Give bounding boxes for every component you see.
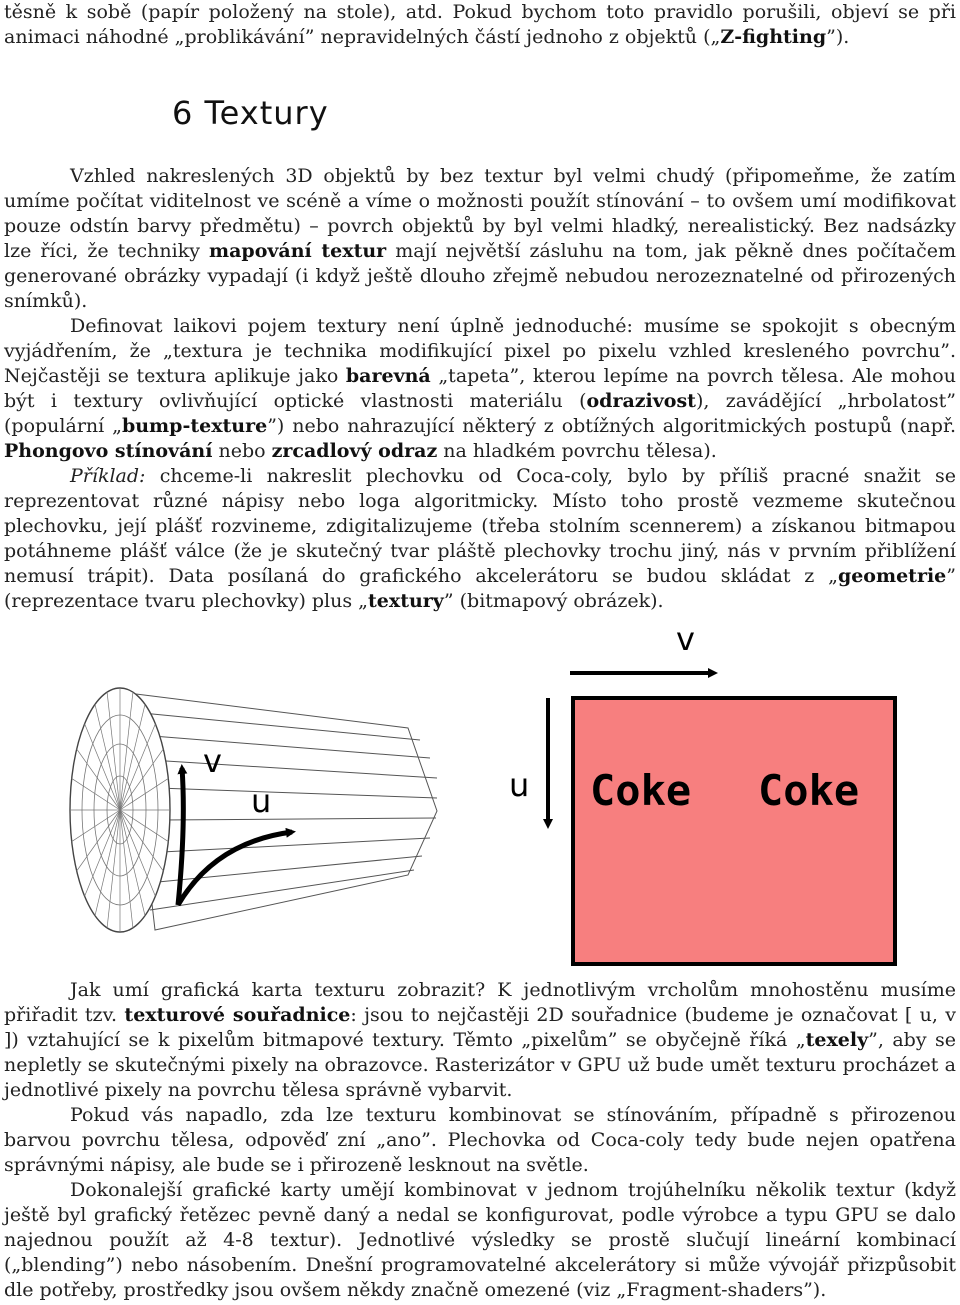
term-bump-texture: bump-texture: [121, 415, 268, 437]
paragraph-text: Vzhled nakreslených 3D objektů by bez textur byl velmi chudý (připomeňme, že zatím umíme počítat viditelnost ve scéně a víme o možnosti použít stínování – to ovšem umí modifikovat pouze odstín barvy předmětu) – povrch objektů by byl velmi hladký, nerealistický. Bez nadsázky lze říci, že techniky: [4, 165, 956, 262]
paragraph-text: ”) nebo nahrazující některý z obtížných algoritmických postupů (např.: [267, 415, 956, 437]
term-texture-coordinates: texturové souřadnice: [124, 1004, 351, 1026]
cylinder-illustration: [70, 688, 437, 932]
paragraph-text: : jsou to nejčastěji 2D souřadnice (budeme je označovat [ u, v ]) vztahující se k pixelům bitmapové textury. Těmto „pixelům” se obyčejně říká „: [4, 1004, 956, 1051]
paragraph-multitexturing: Dokonalejší grafické karty umějí kombinovat v jednom trojúhelníku několik textur (když ještě byl grafický řetězec pevně daný a nedal se konfigurovat, podle výrobce a typu GPU se dalo najednou použít až 4-8 textur). Jednotlivé výsledky se prostě slučují lineární kombinací („blending”) nebo násobením. Dnešní programovatelné akcelerátory si může vývojář přizpůsobit dle potřeby, prostředky jsou ovšem někdy značně omezené (viz „Fragment-shaders”).: [4, 1179, 956, 1301]
paragraph-text: Definovat laikovi pojem textury není úplně jednoduché: musíme se spokojit s obecným vyjádřením, že „textura je technika modifikující pixel po pixelu vzhled kresleného povrchu”. Nejčastěji se textura aplikuje jako: [4, 315, 956, 387]
paragraph-text: chceme-li nakreslit plechovku od Coca-coly, bylo by příliš pracné snažit se reprezentovat různé nápisy nebo loga algoritmicky. Místo toho prostě vezmeme skutečnou plechovku, její plášť rozvineme, zdigitalizujeme (třeba stolním scennerem) a získanou bitmapou potáhneme plášť válce (že je skutečný tvar pláště plechovky trochu jiný, nás v prvním přiblížení nemusí trápit). Data posílaná do grafického akcelerátoru se budou skládat z „: [4, 465, 956, 587]
paragraph-text: nebo: [212, 440, 272, 462]
cylinder-end-cap: [70, 688, 170, 932]
paragraph-text: „tapeta”, kterou lepíme na povrch tělesa. Ale mohou být i textury ovlivňující optické vlastnosti materiálu (: [4, 365, 956, 412]
paragraph-shading-combination: Pokud vás napadlo, zda lze texturu kombinovat se stínováním, případně s přirozenou barvou povrchu tělesa, odpověď zní „ano”. Plechovka od Coca-coly tedy bude nejen opatřena správnými nápisy, ale bude se i přirozeně lesknout na světle.: [4, 1104, 956, 1176]
intro-text: těsně k sobě (papír položený na stole), atd. Pokud bychom toto pravidlo porušili, objeví se při animaci náhodné „problikávání” nepravidelných částí jednoho z objektů („: [4, 1, 956, 48]
paragraph-example: [4, 464, 956, 614]
texture-mapping-figure: [0, 620, 960, 970]
example-label: Příklad:: [70, 465, 146, 487]
term-geometrie: geometrie: [837, 565, 947, 587]
paragraph-text: ”, aby se nepletly se skutečnými pixely na obrazovce. Rasterizátor v GPU už bude umět texturu procházet a jednotlivé pixely na povrchu tělesa správně vybarvit.: [4, 1029, 956, 1101]
texture-bitmap: [573, 698, 895, 964]
cylinder-body: [128, 693, 437, 930]
paragraph-text: Jak umí grafická karta texturu zobrazit? K jednotlivým vrcholům mnohostěnu musíme přiřadit tzv.: [4, 979, 956, 1026]
section-body-bottom: [4, 978, 956, 1303]
term-mirror-reflection: zrcadlový odraz: [271, 440, 438, 462]
cylinder-u-label: u: [251, 782, 272, 820]
z-fighting-term: Z-fighting: [720, 26, 827, 48]
paragraph-definition: [4, 314, 956, 464]
section-body-top: [4, 164, 956, 614]
coke-label-left: Coke: [590, 766, 692, 815]
coke-label-right: Coke: [758, 766, 860, 815]
term-barevna: barevná: [345, 365, 431, 387]
paragraph-text: mají největší zásluhu na tom, jak pěkně dnes počítačem generované obrázky vypadají (i když ještě dlouho zřejmě nebudou nerozeznatelné od přirozených snímků).: [4, 240, 956, 312]
intro-text-end: ”).: [826, 26, 850, 48]
cylinder-v-label: v: [203, 742, 222, 780]
texture-v-label: v: [676, 620, 695, 658]
term-phong-shading: Phongovo stínování: [4, 440, 213, 462]
term-texely: texely: [805, 1029, 869, 1051]
intro-paragraph: [4, 0, 956, 50]
texture-illustration: [509, 620, 895, 964]
paragraph-text: na hladkém povrchu tělesa).: [437, 440, 717, 462]
term-textury: textury: [368, 590, 444, 612]
texture-mapping-term: mapování textur: [209, 240, 387, 262]
section-heading: 6 Textury: [172, 94, 329, 132]
paragraph-textures-intro: [4, 164, 956, 314]
paragraph-text: ” (reprezentace tvaru plechovky) plus „: [4, 565, 956, 612]
paragraph-text: ” (bitmapový obrázek).: [443, 590, 664, 612]
term-odrazivost: odrazivost: [586, 390, 696, 412]
texture-u-label: u: [509, 766, 530, 804]
paragraph-text: ), zavádějící „hrbolatost” (populární „: [4, 390, 956, 437]
paragraph-texture-coords: [4, 978, 956, 1103]
